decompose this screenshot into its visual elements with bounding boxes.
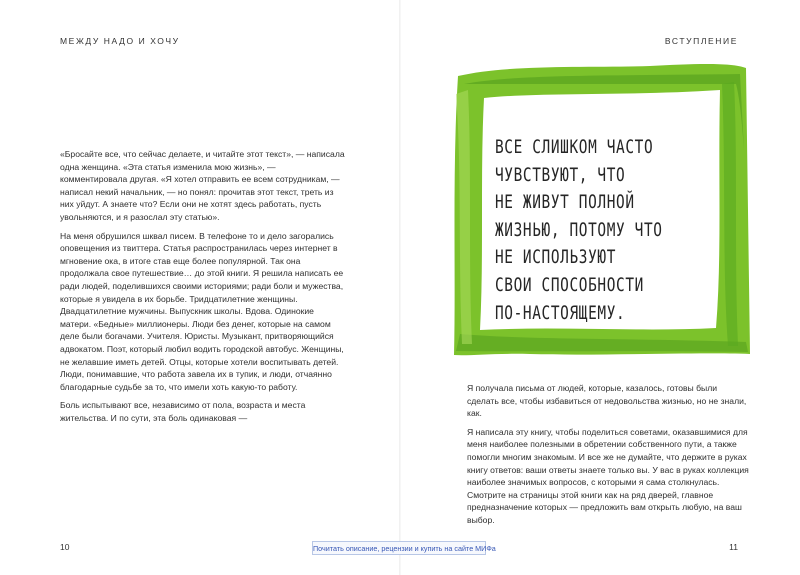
right-page [400,0,800,575]
running-head-right: ВСТУПЛЕНИЕ [664,36,738,46]
paragraph: «Бросайте все, что сейчас делаете, и читайте этот текст», — написала одна женщина. «Эта статья изменила мою жизнь», — комментировала другая. «Я хотел отправить ее всем сотрудникам, — написал некий начальник, — но понял: прочитав этот текст, треть из них уйдут. А знаете что? Если они не хотят здесь работать, пусть увольняются, и я разослал эту статью». [60,149,345,222]
paragraph: На меня обрушился шквал писем. В телефоне то и дело загорались оповещения из твиттера. Статья распространилась через интернет в мгновение ока, в итоге став еще более популярной. Так она продолжала свое путешествие… до этой книги. Я решила написать ее ради людей, поделившихся своими историями; ради боли и мужества, которые я увидела в их борьбе. Тридцатилетние женщины. Двадцатилетние мужчины. Выпускник школы. Вдова. Одинокие матери. «Бедные» миллионеры. Люди без денег, которые на самом деле были богачами. Учителя. Юристы. Музыкант, притворяющийся адвокатом. Поэт, который любил водить городской автобус. Женщины, не желавшие иметь детей. Отцы, которые хотели воспитывать детей. Люди, понимавшие, что работа завела их в тупик, и люди, отчаянно благодарные судьбе за то, что имели хоть какую-то работу. [60,230,344,392]
quote-line: НЕ ЖИВУТ ПОЛНОЙ [495,192,635,214]
paragraph: Я получала письма от людей, которые, казалось, готовы были сделать все, чтобы избавиться от недовольства жизнью, но не знали, как. [467,383,747,419]
quote-line: ЖИЗНЬЮ, ПОТОМУ ЧТО [495,219,663,241]
buy-book-link[interactable]: Почитать описание, рецензии и купить на сайте МИФа [312,541,486,555]
paragraph: Боль испытывают все, независимо от пола, возраста и места жительства. И по сути, эта боль одинаковая — [60,400,306,423]
handwritten-quote [495,134,674,327]
quote-line: ЧУВСТВУЮТ, ЧТО [495,164,626,186]
right-body-text [467,382,749,533]
running-head-left: МЕЖДУ НАДО И ХОЧУ [60,36,180,46]
paragraph: Я написала эту книгу, чтобы поделиться советами, оказавшимися для меня наиболее полезными в обретении собственного пути, а также помогли многим знакомым. И все же не думайте, что держите в руках книгу ответов: ваши ответы знаете только вы. У вас в руках коллекция наиболее значимых вопросов, с которыми я сама столкнулась. Смотрите на страницы этой книги как на ряд дверей, главное предназначение которых — предложить вам открыть любую, на ваш выбор. [467,426,749,525]
quote-line: СВОИ СПОСОБНОСТИ [495,274,644,296]
quote-line: ПО-НАСТОЯЩЕМУ. [495,302,626,324]
page-number-right: 11 [729,542,738,552]
painted-quote-frame [450,54,750,358]
quote-line: ВСЕ СЛИШКОМ ЧАСТО [495,137,654,158]
left-body-text [60,148,345,430]
quote-line: НЕ ИСПОЛЬЗУЮТ [495,247,617,269]
page-number-left: 10 [60,542,70,552]
